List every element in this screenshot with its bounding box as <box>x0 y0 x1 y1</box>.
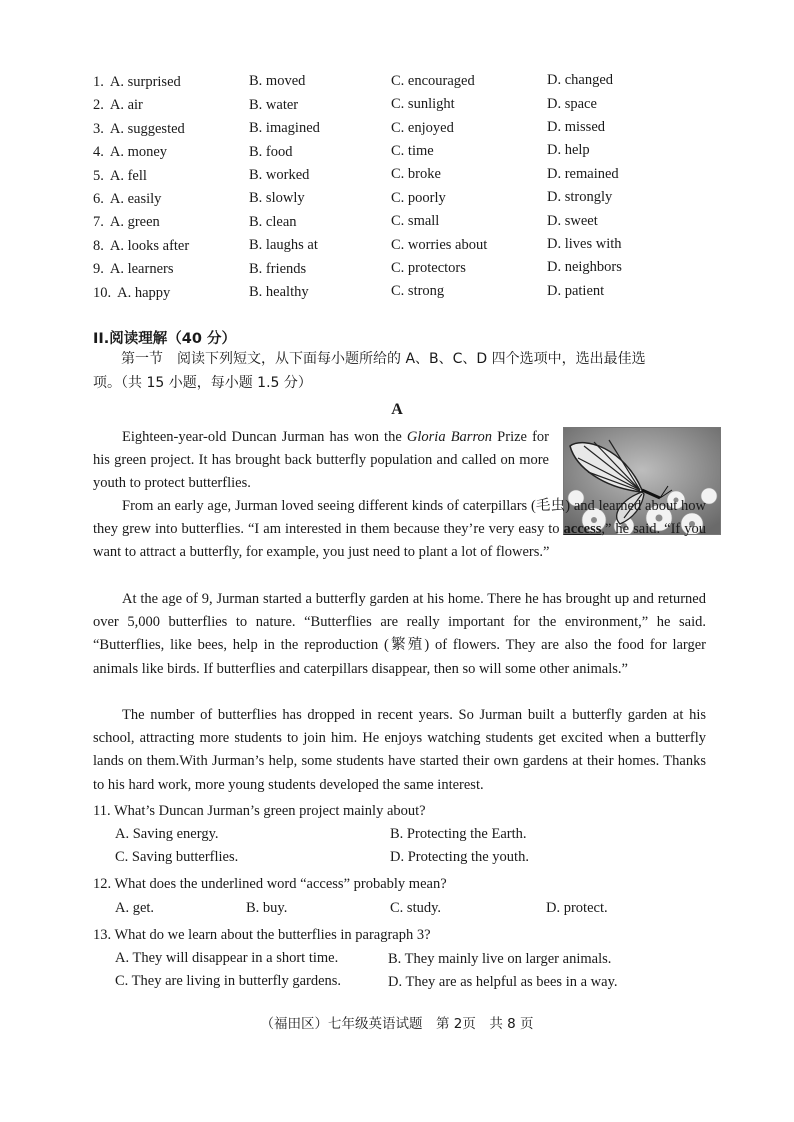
passage-label: A <box>391 401 403 418</box>
cloze-option-a[interactable] <box>93 261 173 278</box>
cloze-option-c[interactable]: C. strong <box>391 283 445 300</box>
cloze-option-d[interactable]: D. strongly <box>547 189 613 206</box>
cloze-option-c[interactable]: C. time <box>391 143 434 159</box>
cloze-row <box>93 214 713 236</box>
cloze-option-a-text[interactable]: A. easily <box>109 191 162 207</box>
cloze-option-a-text[interactable]: A. fell <box>109 167 147 184</box>
underlined-word-access: access <box>563 521 602 538</box>
p1-text-a: Eighteen-year-old Duncan Jurman has won the <box>122 429 407 445</box>
cloze-option-a-text[interactable]: A. suggested <box>109 120 185 137</box>
cloze-option-b[interactable]: B. moved <box>249 73 306 90</box>
cloze-option-c[interactable]: C. sunlight <box>391 96 455 113</box>
cloze-number: 4. <box>93 144 104 161</box>
cloze-number: 2. <box>93 97 104 114</box>
p4-text: The number of butterflies has dropped in recent years. So Jurman built a butterfly garden at his school, attracting more students to join him. He enjoys watching students get excited when a butterfly lands on them.With Jurman’s help, some students have started their own gardens at their homes. Thanks to his hard work, more young students developed the same interest. <box>93 707 706 793</box>
option-d[interactable]: D. protect. <box>546 900 608 916</box>
cloze-option-c[interactable]: C. enjoyed <box>391 119 454 136</box>
passage-paragraph-4 <box>93 704 706 797</box>
cloze-row <box>93 144 713 166</box>
section-instruction <box>93 347 713 395</box>
option-b[interactable]: B. buy. <box>246 900 288 916</box>
cloze-option-a[interactable] <box>93 144 167 161</box>
cloze-row <box>93 238 713 260</box>
passage-paragraph-2 <box>93 495 706 565</box>
cloze-number: 5. <box>93 167 104 184</box>
passage-paragraph-1 <box>93 426 549 496</box>
cloze-option-c[interactable]: C. small <box>391 213 440 230</box>
option-a[interactable]: A. get. <box>115 900 155 916</box>
cloze-option-a-text[interactable]: A. money <box>109 144 168 161</box>
option-d[interactable]: D. They are as helpful as bees in a way. <box>388 974 618 990</box>
cloze-option-b[interactable]: B. laughs at <box>249 237 318 254</box>
cloze-number: 7. <box>93 214 104 231</box>
cloze-number: 1. <box>93 74 104 90</box>
cloze-row <box>93 165 713 190</box>
cloze-option-d[interactable]: D. neighbors <box>547 259 622 276</box>
cloze-option-b[interactable]: B. clean <box>249 213 297 230</box>
cloze-option-a-text[interactable]: A. green <box>109 214 160 231</box>
cloze-number: 8. <box>93 237 104 254</box>
cloze-option-a[interactable] <box>93 97 143 114</box>
cloze-number: 9. <box>93 261 104 278</box>
cloze-option-d[interactable]: D. lives with <box>547 236 622 252</box>
cloze-option-d[interactable]: D. help <box>547 142 590 159</box>
cloze-row <box>93 282 713 307</box>
cloze-option-d[interactable]: D. patient <box>547 282 605 299</box>
cloze-option-d[interactable]: D. changed <box>547 72 614 89</box>
cloze-option-a[interactable] <box>93 191 161 208</box>
cloze-option-a-text[interactable]: A. looks after <box>109 237 190 254</box>
option-c[interactable]: C. Saving butterflies. <box>115 849 239 865</box>
question-11 <box>93 803 713 863</box>
cloze-option-d[interactable]: D. sweet <box>547 212 598 229</box>
cloze-option-b[interactable]: B. friends <box>249 260 307 277</box>
cloze-number: 3. <box>93 120 104 137</box>
passage-paragraph-3 <box>93 588 706 681</box>
p3-text: At the age of 9, Jurman started a butterfly garden at his home. There he has brought up and returned over 5,000 butterflies to nature. “Butterflies are really important for the environment,” he said. “Butterflies, like bees, help in the reproduction (繁殖) of flowers. They are also the food for larger animals like birds. If butterflies and caterpillars disappear, then so will some other animals.” <box>93 591 706 677</box>
cloze-option-c[interactable]: C. worries about <box>391 236 488 253</box>
section-title: II.阅读理解（40 分） <box>93 331 237 347</box>
cloze-number: 6. <box>93 191 104 207</box>
cloze-option-d[interactable]: D. missed <box>547 119 605 135</box>
cloze-option-a[interactable] <box>93 214 160 231</box>
cloze-option-a-text[interactable]: A. air <box>109 97 143 114</box>
instruction-line-1: 第一节 阅读下列短文，从下面每小题所给的 A、B、C、D 四个选项中，选出最佳选 <box>121 351 646 367</box>
cloze-option-a-text[interactable]: A. learners <box>109 261 174 278</box>
option-c[interactable]: C. study. <box>390 900 442 916</box>
option-a[interactable]: A. Saving energy. <box>115 826 219 842</box>
cloze-row <box>93 191 713 213</box>
question-stem: 12. What does the underlined word “access” probably mean? <box>93 876 447 892</box>
cloze-option-c[interactable]: C. encouraged <box>391 72 475 89</box>
option-c[interactable]: C. They are living in butterfly gardens. <box>115 973 342 989</box>
question-13 <box>93 927 713 991</box>
option-a[interactable]: A. They will disappear in a short time. <box>115 950 339 966</box>
option-b[interactable]: B. They mainly live on larger animals. <box>388 951 612 967</box>
cloze-option-c[interactable]: C. protectors <box>391 260 466 276</box>
instruction-line-2: 项。（共 15 小题，每小题 1.5 分） <box>93 375 312 391</box>
cloze-option-a[interactable] <box>93 74 181 91</box>
cloze-option-d[interactable]: D. remained <box>547 165 619 182</box>
cloze-option-b[interactable]: B. worked <box>249 167 310 183</box>
question-stem: 11. What’s Duncan Jurman’s green project mainly about? <box>93 803 426 819</box>
cloze-option-b[interactable]: B. imagined <box>249 120 320 137</box>
cloze-option-b[interactable]: B. food <box>249 143 293 160</box>
cloze-row <box>93 261 713 283</box>
p2-text-b: ,” he said. “If you want to attract a butterfly, for example, you just need to plant a lot of flowers.” <box>93 521 706 561</box>
cloze-option-c[interactable]: C. poorly <box>391 189 446 206</box>
page-footer: （福田区）七年级英语试题 第 2页 共 8 页 <box>260 1016 534 1032</box>
cloze-option-a-text[interactable]: A. happy <box>117 284 171 301</box>
cloze-option-c[interactable]: C. broke <box>391 166 441 183</box>
cloze-option-a[interactable] <box>93 168 147 185</box>
cloze-option-a[interactable] <box>93 238 189 255</box>
cloze-number: 10. <box>93 284 112 301</box>
cloze-row <box>93 121 713 143</box>
option-b[interactable]: B. Protecting the Earth. <box>390 826 527 842</box>
cloze-row <box>93 74 713 96</box>
cloze-option-a[interactable] <box>93 285 170 302</box>
cloze-option-a-text[interactable]: A. surprised <box>109 74 181 90</box>
question-stem: 13. What do we learn about the butterflies in paragraph 3? <box>93 927 431 943</box>
cloze-option-b[interactable]: B. slowly <box>249 190 305 207</box>
question-12 <box>93 876 713 916</box>
cloze-option-a[interactable] <box>93 121 185 138</box>
p2-text-a: From an early age, Jurman loved seeing different kinds of caterpillars (毛虫) and learned about how they grew into butterflies. “I am interested in them because they’re very easy to <box>93 498 706 538</box>
cloze-option-b[interactable]: B. healthy <box>249 284 309 300</box>
cloze-option-b[interactable]: B. water <box>249 96 299 113</box>
p1-text-b: Prize for his green project. It has brought back butterfly population and called on more youth to protect butterflies. <box>93 429 550 492</box>
option-d[interactable]: D. Protecting the youth. <box>390 849 529 865</box>
cloze-row <box>93 97 713 119</box>
prize-name: Gloria Barron <box>406 429 493 445</box>
cloze-option-d[interactable]: D. space <box>547 95 597 112</box>
